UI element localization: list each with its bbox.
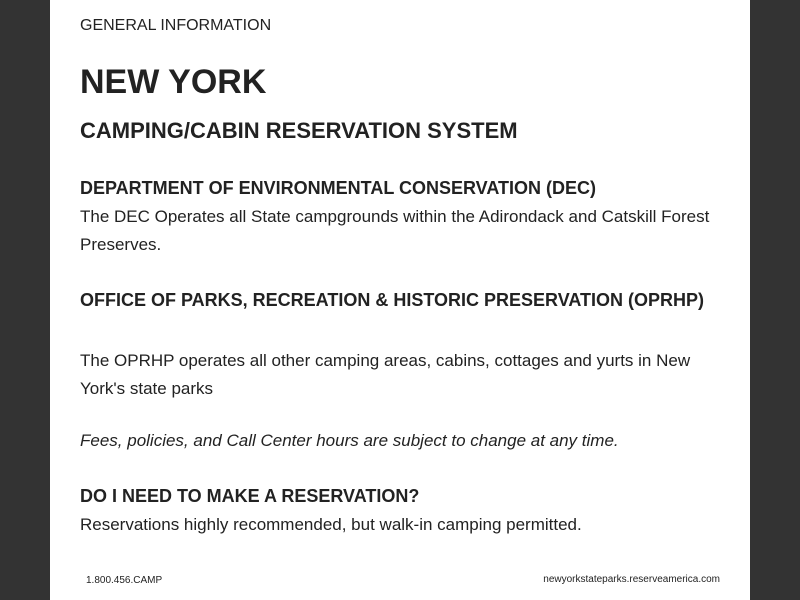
oprhp-description: The OPRHP operates all other camping areas, cabins, cottages and yurts in New York's state parks [80, 351, 691, 398]
info-page [50, 0, 750, 600]
dec-heading: DEPARTMENT OF ENVIRONMENTAL CONSERVATION (DEC) [80, 178, 597, 198]
page-subtitle: CAMPING/CABIN RESERVATION SYSTEM [80, 118, 518, 143]
policy-notice: Fees, policies, and Call Center hours are subject to change at any time. [80, 431, 619, 450]
section-kicker: GENERAL INFORMATION [80, 17, 272, 34]
oprhp-heading: OFFICE OF PARKS, RECREATION & HISTORIC PRESERVATION (OPRHP) [80, 290, 705, 310]
reservation-heading: DO I NEED TO MAKE A RESERVATION? [80, 486, 420, 506]
page-title: NEW YORK [80, 63, 267, 101]
dec-description: The DEC Operates all State campgrounds within the Adirondack and Catskill Forest Preserves. [80, 207, 710, 254]
footer-phone-number: 1.800.456.CAMP [86, 575, 163, 586]
footer-website: newyorkstateparks.reserveamerica.com [543, 574, 720, 585]
reservation-description: Reservations highly recommended, but walk-in camping permitted. [80, 515, 582, 534]
